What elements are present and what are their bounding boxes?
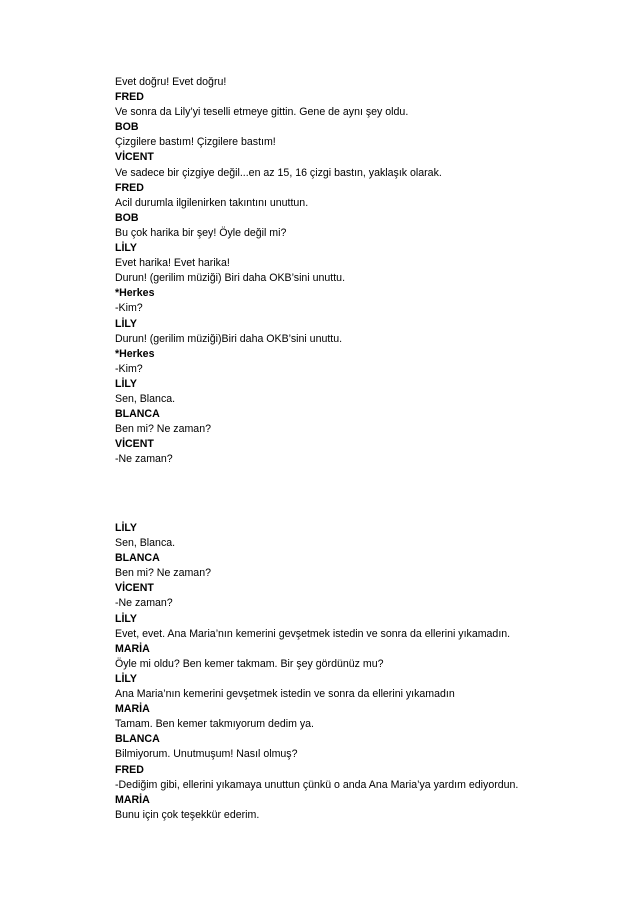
speaker-name: *Herkes [115, 347, 155, 360]
speaker-name: LİLY [115, 317, 137, 330]
dialogue-line: Öyle mi oldu? Ben kemer takmam. Bir şey gördünüz mu? [115, 657, 384, 670]
speaker-name: BLANCA [115, 552, 160, 565]
dialogue-line: Evet harika! Evet harika! [115, 257, 230, 270]
speaker-name: *Herkes [115, 287, 155, 300]
speaker-name: BLANCA [115, 408, 160, 421]
dialogue-line: Durun! (gerilim müziği)Biri daha OKB’sini unuttu. [115, 332, 343, 345]
dialogue-line: Durun! (gerilim müziği) Biri daha OKB’sini unuttu. [115, 272, 346, 285]
script-block-2 [115, 521, 625, 823]
speaker-name: FRED [115, 763, 144, 776]
dialogue-line: Bu çok harika bir şey! Öyle değil mi? [115, 226, 287, 239]
dialogue-line: Ben mi? Ne zaman? [115, 567, 211, 580]
speaker-name: FRED [115, 91, 144, 104]
speaker-name: VİCENT [115, 582, 154, 595]
dialogue-line: Sen, Blanca. [115, 537, 176, 550]
dialogue-line: Çizgilere bastım! Çizgilere bastım! [115, 136, 276, 149]
dialogue-line: Bilmiyorum. Unutmuşum! Nasıl olmuş? [115, 748, 298, 761]
speaker-name: MARİA [115, 642, 150, 655]
speaker-name: LİLY [115, 242, 137, 255]
speaker-name: VİCENT [115, 151, 154, 164]
dialogue-line: Tamam. Ben kemer takmıyorum dedim ya. [115, 718, 314, 731]
dialogue-line: Acil durumla ilgilenirken takıntını unuttun. [115, 196, 309, 209]
dialogue-line: -Kim? [115, 302, 143, 315]
dialogue-line: Ve sadece bir çizgiye değil...en az 15, 16 çizgi bastın, yaklaşık olarak. [115, 166, 442, 179]
speaker-name: LİLY [115, 377, 137, 390]
dialogue-line: Evet doğru! Evet doğru! [115, 76, 227, 88]
dialogue-line: -Dediğim gibi, ellerini yıkamaya unuttun çünkü o anda Ana Maria’ya yardım ediyordun. [115, 778, 519, 791]
speaker-name: VİCENT [115, 438, 154, 451]
speaker-name: MARİA [115, 703, 150, 716]
dialogue-line: Evet, evet. Ana Maria’nın kemerini gevşetmek istedin ve sonra da ellerini yıkamadın. [115, 627, 511, 640]
speaker-name: LİLY [115, 672, 137, 685]
dialogue-line: Sen, Blanca. [115, 392, 176, 405]
speaker-name: LİLY [115, 612, 137, 625]
dialogue-line: Bunu için çok teşekkür ederim. [115, 808, 260, 821]
speaker-name: FRED [115, 181, 144, 194]
script-block-1 [115, 75, 625, 467]
speaker-name: BOB [115, 121, 139, 134]
dialogue-line: Ben mi? Ne zaman? [115, 423, 211, 436]
speaker-name: BOB [115, 211, 139, 224]
dialogue-line: Ve sonra da Lily’yi teselli etmeye gittin. Gene de aynı şey oldu. [115, 106, 409, 119]
speaker-name: MARİA [115, 793, 150, 806]
dialogue-line: -Ne zaman? [115, 597, 173, 610]
speaker-name: LİLY [115, 522, 137, 534]
dialogue-line: -Ne zaman? [115, 453, 173, 466]
dialogue-line: -Kim? [115, 362, 143, 375]
dialogue-line: Ana Maria’nın kemerini gevşetmek istedin ve sonra da ellerini yıkamadın [115, 688, 455, 701]
speaker-name: BLANCA [115, 733, 160, 746]
